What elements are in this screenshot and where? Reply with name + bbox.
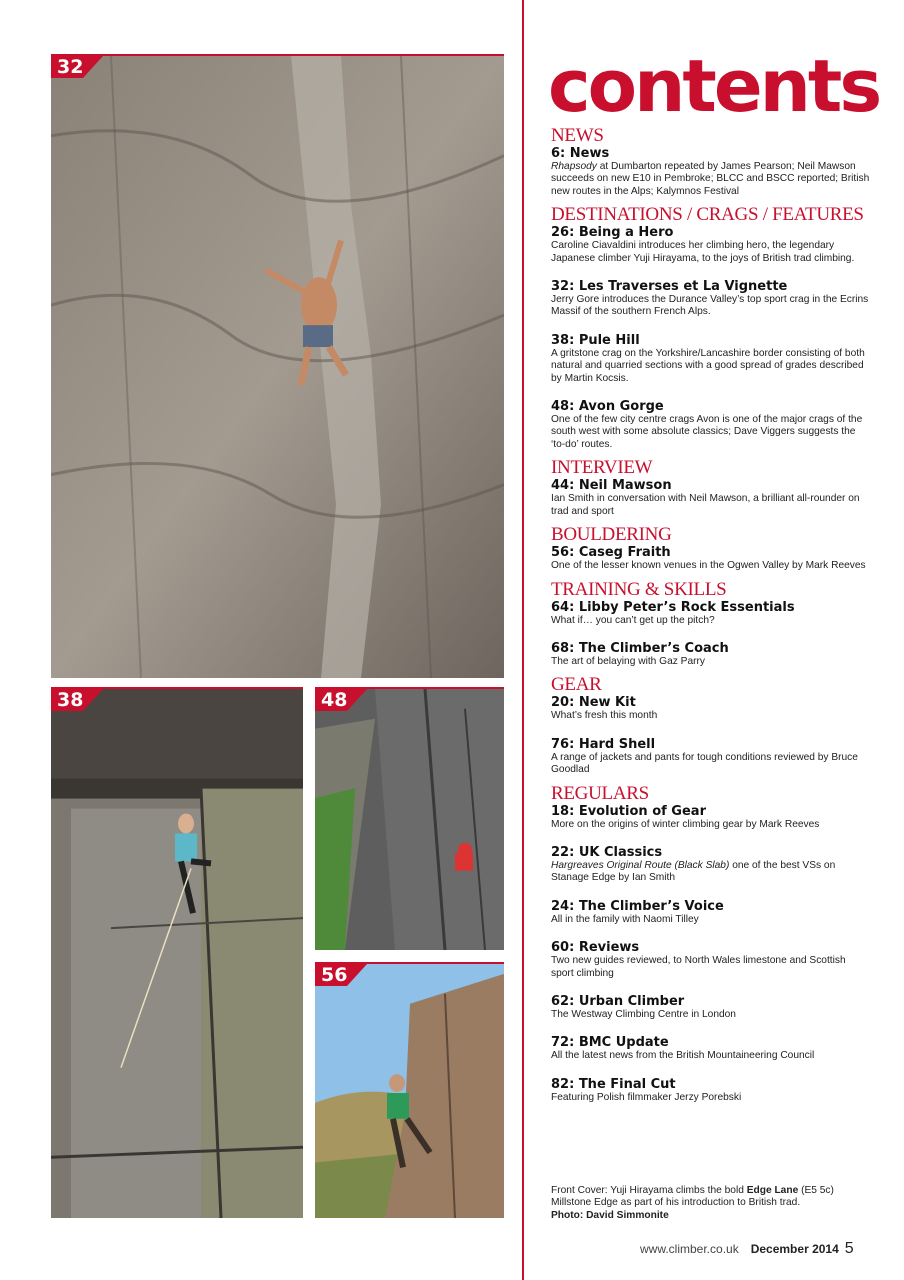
entry-title: 44: Neil Mawson xyxy=(551,478,672,494)
entry-description xyxy=(551,955,871,980)
toc-entry[interactable] xyxy=(551,279,871,319)
toc-entry[interactable] xyxy=(551,1035,871,1062)
entry-description xyxy=(551,860,871,885)
entry-description-text: What if… you can’t get up the pitch? xyxy=(551,614,715,626)
toc-entry[interactable] xyxy=(551,333,871,385)
entry-title: 82: The Final Cut xyxy=(551,1076,676,1092)
toc-entry[interactable] xyxy=(551,600,871,627)
toc-entry[interactable] xyxy=(551,146,871,198)
toc-section xyxy=(551,525,871,572)
entry-description-text: The Westway Climbing Centre in London xyxy=(551,1008,736,1020)
avon-gorge-image xyxy=(315,689,504,950)
toc-entry[interactable] xyxy=(551,737,871,777)
entry-italic-title: Hargreaves Original Route (Black Slab) xyxy=(551,859,730,871)
toc-section xyxy=(551,205,871,451)
toc-section xyxy=(551,458,871,518)
entry-description-text: Caroline Ciavaldini introduces her climbing hero, the legendary Japanese climber Yuji Hirayama, to the joys of British trad climbing. xyxy=(551,240,855,264)
section-heading: INTERVIEW xyxy=(551,457,653,479)
entry-description xyxy=(551,294,871,319)
entry-description xyxy=(551,1009,871,1021)
photo-caseg-fraith xyxy=(315,962,504,1218)
footer-url[interactable]: www.climber.co.uk xyxy=(640,1242,739,1256)
page-number: 5 xyxy=(844,1240,854,1257)
entry-description-text: All the latest news from the British Mountaineering Council xyxy=(551,1050,815,1062)
photo-credit: Photo: David Simmonite xyxy=(551,1209,669,1221)
entry-title: 48: Avon Gorge xyxy=(551,399,664,415)
entry-description-text: Jerry Gore introduces the Durance Valley’s top sport crag in the Ecrins Massif of the southern French Alps. xyxy=(551,294,869,318)
page-title: contents xyxy=(548,44,880,128)
table-of-contents xyxy=(551,126,871,1111)
entry-description xyxy=(551,493,871,518)
entry-description-text: one of the best VSs on Stanage Edge by Ian Smith xyxy=(551,859,836,884)
boulder-image xyxy=(315,964,504,1218)
entry-title: 26: Being a Hero xyxy=(551,225,674,241)
entry-description xyxy=(551,656,871,668)
page-tag-56: 56 xyxy=(315,964,347,986)
toc-entry[interactable] xyxy=(551,804,871,831)
toc-section xyxy=(551,126,871,198)
toc-section xyxy=(551,675,871,776)
entry-description-text: at Dumbarton repeated by James Pearson; Neil Mawson succeeds on new E10 in Pembroke; BLCC and BSCC reported; British new routes in the Alps; Kalymnos Festival xyxy=(551,161,870,197)
entry-title: 38: Pule Hill xyxy=(551,332,640,348)
red-divider-line xyxy=(522,0,524,1280)
page-tag-38: 38 xyxy=(51,689,83,711)
entry-title: 18: Evolution of Gear xyxy=(551,803,706,819)
toc-entry[interactable] xyxy=(551,845,871,885)
entry-description-text: All in the family with Naomi Tilley xyxy=(551,913,699,925)
entry-title: 32: Les Traverses et La Vignette xyxy=(551,279,788,295)
entry-description-text: What’s fresh this month xyxy=(551,710,658,722)
entry-title: 64: Libby Peter’s Rock Essentials xyxy=(551,599,795,615)
entry-title: 60: Reviews xyxy=(551,940,640,956)
entry-title: 76: Hard Shell xyxy=(551,736,656,752)
photo-avon-gorge xyxy=(315,687,504,950)
entry-description-text: The art of belaying with Gaz Parry xyxy=(551,655,706,667)
cover-caption xyxy=(551,1185,871,1222)
entry-title: 62: Urban Climber xyxy=(551,993,685,1009)
entry-description xyxy=(551,914,871,926)
toc-entry[interactable] xyxy=(551,695,871,722)
section-heading: TRAINING & SKILLS xyxy=(551,578,727,600)
entry-description xyxy=(551,710,871,722)
entry-description xyxy=(551,1092,871,1104)
toc-entry[interactable] xyxy=(551,641,871,668)
section-heading: GEAR xyxy=(551,674,602,696)
entry-description xyxy=(551,819,871,831)
section-heading: REGULARS xyxy=(551,782,649,804)
toc-section xyxy=(551,784,871,1105)
entry-description-text: One of the lesser known venues in the Ogwen Valley by Mark Reeves xyxy=(551,560,866,572)
toc-entry[interactable] xyxy=(551,399,871,451)
entry-title: 56: Caseg Fraith xyxy=(551,545,671,561)
entry-title: 24: The Climber’s Voice xyxy=(551,898,724,914)
entry-description xyxy=(551,240,871,265)
entry-description xyxy=(551,414,871,451)
footer-issue: December 2014 xyxy=(750,1242,839,1256)
cover-caption-prefix: Front Cover: Yuji Hirayama climbs the bold xyxy=(551,1185,747,1196)
entry-title: 20: New Kit xyxy=(551,695,636,711)
toc-entry[interactable] xyxy=(551,899,871,926)
cover-route-name: Edge Lane xyxy=(746,1185,799,1196)
entry-description-text: A range of jackets and pants for tough conditions reviewed by Bruce Goodlad xyxy=(551,751,858,776)
photo-pule-hill xyxy=(51,687,303,1218)
toc-entry[interactable] xyxy=(551,225,871,265)
toc-section xyxy=(551,580,871,669)
entry-title: 68: The Climber’s Coach xyxy=(551,640,729,656)
section-heading: BOULDERING xyxy=(551,524,672,546)
entry-title: 22: UK Classics xyxy=(551,844,663,860)
toc-entry[interactable] xyxy=(551,994,871,1021)
entry-description-text: Featuring Polish filmmaker Jerzy Porebski xyxy=(551,1091,742,1103)
entry-description xyxy=(551,1050,871,1062)
toc-entry[interactable] xyxy=(551,940,871,980)
section-heading: DESTINATIONS / CRAGS / FEATURES xyxy=(551,204,864,226)
entry-description xyxy=(551,615,871,627)
limestone-wall-image xyxy=(51,56,504,678)
page-tag-48: 48 xyxy=(315,689,347,711)
toc-entry[interactable] xyxy=(551,478,871,518)
entry-italic-title: Rhapsody xyxy=(551,161,597,172)
gritstone-crag-image xyxy=(51,689,303,1218)
entry-description-text: Ian Smith in conversation with Neil Mawson, a brilliant all-rounder on trad and sport xyxy=(551,493,860,517)
entry-title: 6: News xyxy=(551,146,610,161)
entry-description xyxy=(551,348,871,385)
toc-entry[interactable] xyxy=(551,545,871,572)
section-heading: NEWS xyxy=(551,125,604,146)
page-tag-32: 32 xyxy=(51,56,83,78)
cover-caption-middle: (E5 5c) Millstone Edge as part of his introduction to British trad. xyxy=(551,1185,834,1209)
entry-description xyxy=(551,161,871,198)
entry-description-text: One of the few city centre crags Avon is one of the major crags of the south west with some absolute classics; Dave Viggers suggests the ‘to-do’ routes. xyxy=(551,414,863,450)
entry-description xyxy=(551,560,871,572)
toc-entry[interactable] xyxy=(551,1077,871,1104)
entry-description-text: More on the origins of winter climbing gear by Mark Reeves xyxy=(551,818,820,830)
photo-les-traverses xyxy=(51,54,504,678)
entry-title: 72: BMC Update xyxy=(551,1035,669,1051)
page-footer xyxy=(640,1240,854,1258)
entry-description xyxy=(551,752,871,777)
entry-description-text: A gritstone crag on the Yorkshire/Lancashire border consisting of both natural and quarried sections with a good spread of grades described by Martin Kocsis. xyxy=(551,347,865,384)
entry-description-text: Two new guides reviewed, to North Wales limestone and Scottish sport climbing xyxy=(551,955,846,979)
